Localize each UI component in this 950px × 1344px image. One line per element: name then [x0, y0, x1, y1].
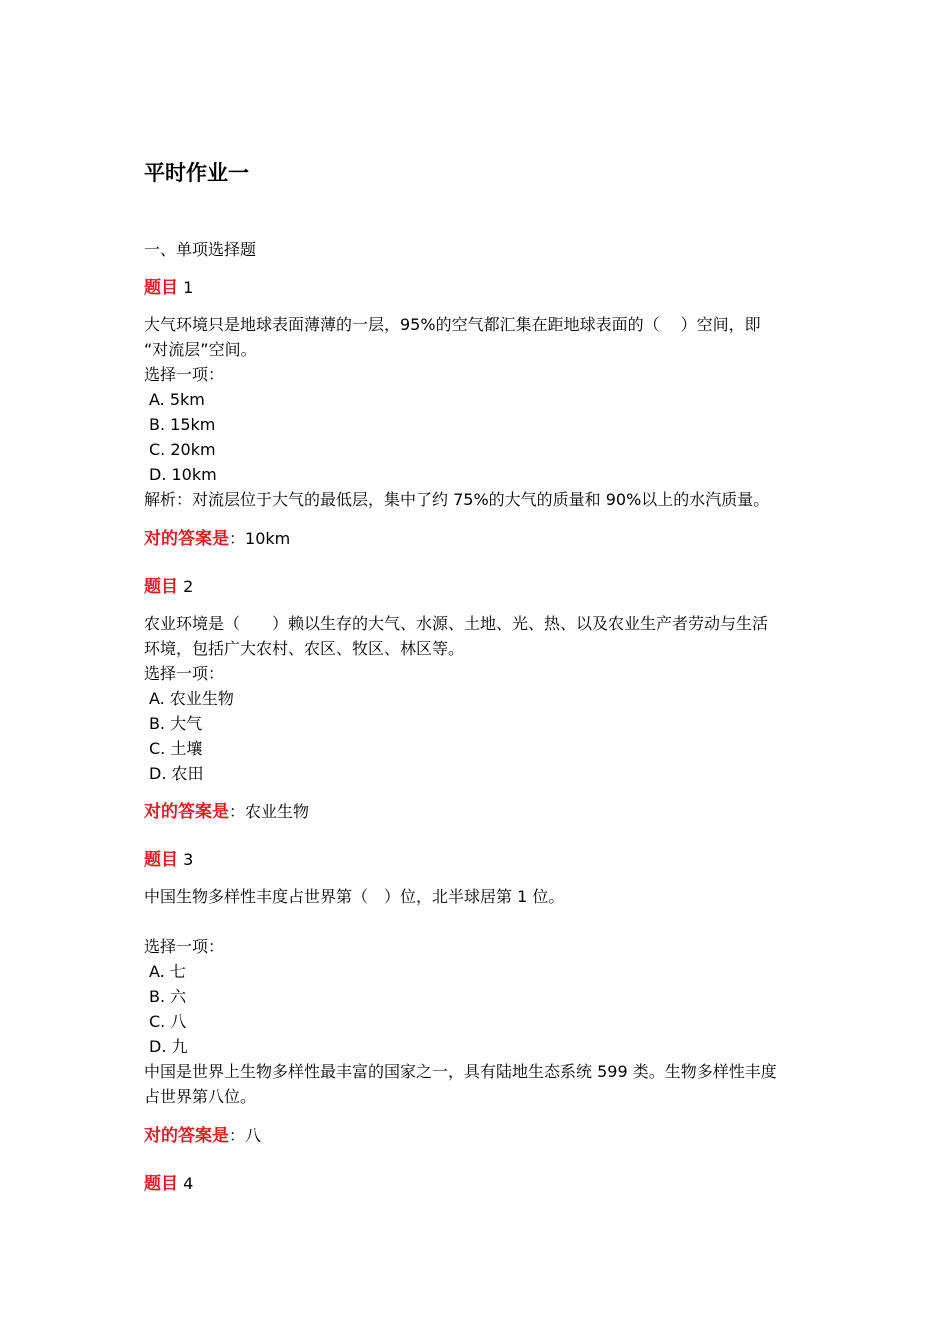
answer-value: 农业生物 — [245, 802, 310, 821]
option-d: D. 10km — [149, 465, 217, 484]
answer-value: 10km — [245, 529, 291, 548]
question-4 — [144, 1171, 814, 1197]
answer-label: 对的答案是 — [144, 1126, 229, 1146]
question-header — [144, 1171, 814, 1197]
question-label: 题目 — [144, 850, 178, 870]
choice-prompt: 选择一项： — [144, 937, 225, 956]
option-c: C. 20km — [149, 440, 216, 459]
option-b: B. 15km — [149, 415, 216, 434]
answer-separator: ： — [229, 1126, 246, 1145]
question-header — [144, 275, 814, 301]
question-1 — [144, 275, 814, 552]
question-2 — [144, 574, 814, 825]
option-a: A. 5km — [149, 390, 205, 409]
question-3 — [144, 847, 814, 1149]
explanation-continued: 占世界第八位。 — [144, 1087, 257, 1106]
option-a: A. 农业生物 — [149, 689, 234, 708]
question-header — [144, 574, 814, 600]
question-stem-continued: “对流层”空间。 — [144, 340, 257, 359]
question-number: 3 — [183, 850, 194, 869]
explanation: 中国是世界上生物多样性最丰富的国家之一，具有陆地生态系统 599 类。生物多样性丰度 — [144, 1062, 777, 1081]
choice-prompt: 选择一项： — [144, 365, 225, 384]
option-d: D. 九 — [149, 1037, 188, 1056]
correct-answer — [144, 1123, 814, 1149]
section-heading: 一、单项选择题 — [144, 240, 257, 259]
explanation: 解析：对流层位于大气的最低层，集中了约 75%的大气的质量和 90%以上的水汽质量。 — [144, 490, 770, 509]
correct-answer — [144, 526, 814, 552]
question-stem: 中国生物多样性丰度占世界第（ ）位，北半球居第 1 位。 — [144, 887, 565, 906]
option-d: D. 农田 — [149, 764, 204, 783]
correct-answer — [144, 799, 814, 825]
question-number: 2 — [183, 577, 194, 596]
answer-value: 八 — [245, 1126, 262, 1145]
page-title: 平时作业一 — [144, 161, 249, 185]
answer-separator: ： — [229, 529, 246, 548]
option-b: B. 六 — [149, 987, 187, 1006]
option-a: A. 七 — [149, 962, 186, 981]
question-number: 4 — [183, 1174, 194, 1193]
question-stem: 大气环境只是地球表面薄薄的一层，95%的空气都汇集在距地球表面的（ ）空间，即 — [144, 315, 761, 334]
question-label: 题目 — [144, 577, 178, 597]
question-stem-continued: 环境，包括广大农村、农区、牧区、林区等。 — [144, 639, 465, 658]
option-b: B. 大气 — [149, 714, 203, 733]
option-c: C. 土壤 — [149, 739, 203, 758]
question-label: 题目 — [144, 278, 178, 298]
choice-prompt: 选择一项： — [144, 664, 225, 683]
answer-label: 对的答案是 — [144, 529, 229, 549]
question-label: 题目 — [144, 1174, 178, 1194]
question-header — [144, 847, 814, 873]
answer-label: 对的答案是 — [144, 802, 229, 822]
question-number: 1 — [183, 278, 194, 297]
question-stem: 农业环境是（ ）赖以生存的大气、水源、土地、光、热、以及农业生产者劳动与生活 — [144, 614, 769, 633]
option-c: C. 八 — [149, 1012, 187, 1031]
answer-separator: ： — [229, 802, 246, 821]
